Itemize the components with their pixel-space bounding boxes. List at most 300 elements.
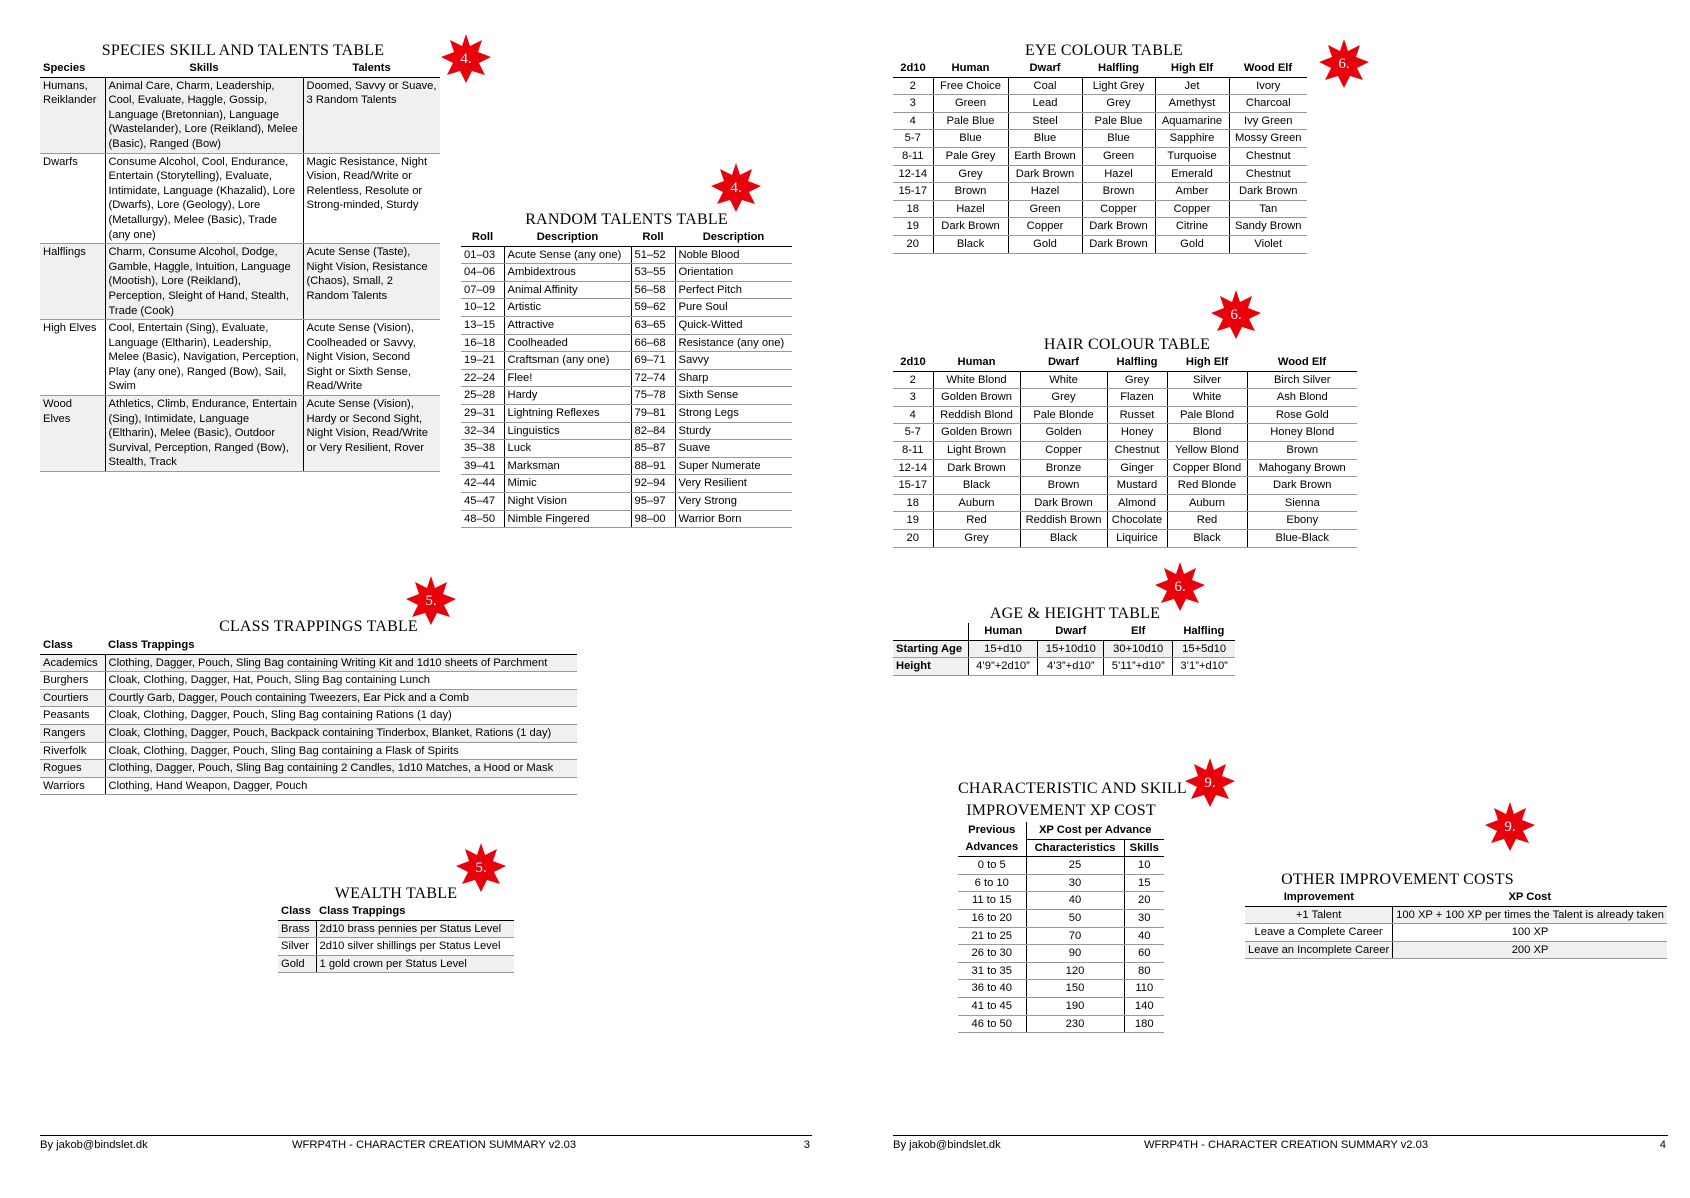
dice-cell: 5-7 <box>893 130 933 148</box>
table-row <box>893 459 1357 477</box>
species-name-cell: Wood Elves <box>40 396 105 472</box>
high-elf-col-header: High Elf <box>1155 60 1229 77</box>
description-cell: Orientation <box>675 264 792 282</box>
table-row <box>461 299 792 317</box>
trappings-cell: Clothing, Hand Weapon, Dagger, Pouch <box>105 777 577 795</box>
class-trappings-body <box>40 654 577 795</box>
advances-cell: 26 to 30 <box>958 945 1026 963</box>
talents-cell: Doomed, Savvy or Suave, 3 Random Talents <box>303 77 440 153</box>
hair-colour-body <box>893 371 1357 547</box>
wood-elf-cell: Mossy Green <box>1229 130 1307 148</box>
xp-cost-title: CHARACTERISTIC AND SKILL <box>958 780 1187 797</box>
age-height-title: AGE & HEIGHT TABLE <box>989 605 1161 622</box>
description-cell: Artistic <box>504 299 631 317</box>
advances-cell: 46 to 50 <box>958 1015 1026 1033</box>
wood-elf-cell: Charcoal <box>1229 95 1307 113</box>
high-elf-cell: Red Blonde <box>1167 477 1247 495</box>
wood-elf-cell: Mahogany Brown <box>1247 459 1357 477</box>
dwarf-cell: Pale Blonde <box>1020 406 1107 424</box>
halfling-cell: Hazel <box>1082 165 1155 183</box>
halfling-cell: Grey <box>1107 371 1167 389</box>
table-row <box>461 334 792 352</box>
dice-cell: 3 <box>893 95 933 113</box>
class-name-cell: Gold <box>278 955 316 973</box>
halfling-cell: Dark Brown <box>1082 235 1155 253</box>
class-name-cell: Warriors <box>40 777 105 795</box>
table-row <box>461 352 792 370</box>
table-row <box>958 962 1164 980</box>
table-row <box>278 920 514 938</box>
advances-cell: 0 to 5 <box>958 857 1026 875</box>
skills-cell: Animal Care, Charm, Leadership, Cool, Evaluate, Haggle, Gossip, Language (Bretonnian), Language (Wastelander), Lore (Reikland), Melee (Basic), Ranged (Bow) <box>105 77 303 153</box>
halfling-cell: Blue <box>1082 130 1155 148</box>
trappings-cell: Courtly Garb, Dagger, Pouch containing Tweezers, Ear Pick and a Comb <box>105 689 577 707</box>
description-cell: Nimble Fingered <box>504 510 631 528</box>
skills-cell: 20 <box>1124 892 1164 910</box>
high-elf-cell: Yellow Blond <box>1167 441 1247 459</box>
advances-cell: 11 to 15 <box>958 892 1026 910</box>
halfling-col-header: Halfling <box>1082 60 1155 77</box>
table-row <box>893 640 1235 658</box>
table-row <box>40 320 440 396</box>
high-elf-cell: Copper Blond <box>1167 459 1247 477</box>
human-cell: Grey <box>933 529 1020 547</box>
trappings-cell: Clothing, Dagger, Pouch, Sling Bag containing Writing Kit and 1d10 sheets of Parchment <box>105 654 577 672</box>
human-col-header: Human <box>933 60 1008 77</box>
skills-cell: 15 <box>1124 874 1164 892</box>
dwarf-cell: Dark Brown <box>1008 165 1082 183</box>
section-badge: 9. <box>1483 800 1537 854</box>
random-talents-table <box>461 229 792 528</box>
high-elf-cell: Emerald <box>1155 165 1229 183</box>
species-name-cell: High Elves <box>40 320 105 396</box>
dwarf-cell: Lead <box>1008 95 1082 113</box>
xp-cost-cell: 200 XP <box>1393 941 1667 959</box>
halfling-col-header: Halfling <box>1107 354 1167 371</box>
random-talents-title: RANDOM TALENTS TABLE <box>525 211 728 228</box>
table-row <box>893 658 1235 676</box>
human-col-header: Human <box>933 354 1020 371</box>
roll-cell: 51–52 <box>631 246 675 264</box>
human-cell: Black <box>933 477 1020 495</box>
hair-colour-block <box>893 335 1357 548</box>
dwarf-cell: Hazel <box>1008 183 1082 201</box>
halfling-col-header: Halfling <box>1173 623 1235 640</box>
dice-cell: 8-11 <box>893 441 933 459</box>
dwarf-cell: Dark Brown <box>1020 494 1107 512</box>
dice-cell: 12-14 <box>893 165 933 183</box>
table-row <box>461 422 792 440</box>
row-label: Starting Age <box>893 640 968 658</box>
table-row <box>40 760 577 778</box>
skills-cell: 60 <box>1124 945 1164 963</box>
high-elf-cell: Silver <box>1167 371 1247 389</box>
roll-cell: 22–24 <box>461 369 504 387</box>
wood-elf-cell: Violet <box>1229 235 1307 253</box>
roll-cell: 82–84 <box>631 422 675 440</box>
xp-cost-table <box>958 822 1164 1033</box>
skills-cell: 110 <box>1124 980 1164 998</box>
description-cell: Savvy <box>675 352 792 370</box>
table-row <box>461 387 792 405</box>
class-trappings-title: CLASS TRAPPINGS TABLE <box>219 618 418 635</box>
table-row <box>1245 906 1667 924</box>
halfling-cell: Grey <box>1082 95 1155 113</box>
table-row <box>893 218 1307 236</box>
species-table-block <box>40 41 440 472</box>
human-cell: Golden Brown <box>933 389 1020 407</box>
description-cell: Luck <box>504 440 631 458</box>
table-row <box>40 77 440 153</box>
dice-cell: 18 <box>893 200 933 218</box>
table-row <box>40 707 577 725</box>
species-table <box>40 60 440 472</box>
class-name-cell: Peasants <box>40 707 105 725</box>
characteristics-cell: 30 <box>1026 874 1124 892</box>
table-row <box>958 857 1164 875</box>
section-badge: 6. <box>1153 560 1207 614</box>
xp-cost-cell: 100 XP + 100 XP per times the Talent is already taken <box>1393 906 1667 924</box>
dice-cell: 8-11 <box>893 147 933 165</box>
halfling-cell: Honey <box>1107 424 1167 442</box>
roll-cell: 10–12 <box>461 299 504 317</box>
dice-col-header: 2d10 <box>893 354 933 371</box>
class-name-cell: Silver <box>278 938 316 956</box>
trappings-col-header: Class Trappings <box>316 903 514 920</box>
halfling-cell: Russet <box>1107 406 1167 424</box>
roll-cell: 16–18 <box>461 334 504 352</box>
wood-elf-cell: Birch Silver <box>1247 371 1357 389</box>
talents-cell: Acute Sense (Taste), Night Vision, Resistance (Chaos), Small, 2 Random Talents <box>303 244 440 320</box>
table-row <box>40 153 440 244</box>
high-elf-cell: White <box>1167 389 1247 407</box>
wood-elf-col-header: Wood Elf <box>1229 60 1307 77</box>
age-height-body <box>893 640 1235 675</box>
wood-elf-cell: Chestnut <box>1229 147 1307 165</box>
advances-cell: 16 to 20 <box>958 909 1026 927</box>
table-row <box>40 244 440 320</box>
improvement-cell: Leave an Incomplete Career <box>1245 941 1393 959</box>
roll-cell: 92–94 <box>631 475 675 493</box>
table-row <box>461 404 792 422</box>
high-elf-cell: Amber <box>1155 183 1229 201</box>
table-row <box>461 457 792 475</box>
species-col-header: Species <box>40 60 105 77</box>
roll-cell: 29–31 <box>461 404 504 422</box>
human-cell: Dark Brown <box>933 218 1008 236</box>
dwarf-col-header: Dwarf <box>1038 623 1104 640</box>
class-col-header: Class <box>278 903 316 920</box>
advances-cell: 36 to 40 <box>958 980 1026 998</box>
table-row <box>461 440 792 458</box>
elf-col-header: Elf <box>1104 623 1173 640</box>
trappings-cell: Cloak, Clothing, Dagger, Pouch, Sling Bag containing Rations (1 day) <box>105 707 577 725</box>
description-cell: Coolheaded <box>504 334 631 352</box>
roll-cell: 32–34 <box>461 422 504 440</box>
characteristics-cell: 25 <box>1026 857 1124 875</box>
dwarf-cell: Copper <box>1008 218 1082 236</box>
halfling-cell: Flazen <box>1107 389 1167 407</box>
dice-cell: 5-7 <box>893 424 933 442</box>
dice-cell: 4 <box>893 112 933 130</box>
human-cell: Black <box>933 235 1008 253</box>
human-cell: Grey <box>933 165 1008 183</box>
halfling-cell: Green <box>1082 147 1155 165</box>
section-badge: 9. <box>1183 756 1237 810</box>
high-elf-cell: Red <box>1167 512 1247 530</box>
table-row <box>958 927 1164 945</box>
human-cell: Hazel <box>933 200 1008 218</box>
trappings-cell: Cloak, Clothing, Dagger, Hat, Pouch, Sling Bag containing Lunch <box>105 672 577 690</box>
roll-cell: 63–65 <box>631 316 675 334</box>
table-row <box>893 477 1357 495</box>
footer-page-number: 3 <box>803 1139 810 1151</box>
dice-cell: 20 <box>893 529 933 547</box>
description-cell: Hardy <box>504 387 631 405</box>
table-row <box>958 874 1164 892</box>
roll-cell: 79–81 <box>631 404 675 422</box>
table-row <box>40 396 440 472</box>
table-row <box>40 689 577 707</box>
section-badge: 6. <box>1209 288 1263 342</box>
halfling-cell: Almond <box>1107 494 1167 512</box>
description-cell: Strong Legs <box>675 404 792 422</box>
class-col-header: Class <box>40 637 105 654</box>
wood-elf-cell: Ivory <box>1229 77 1307 95</box>
table-row <box>958 980 1164 998</box>
class-trappings-block <box>40 617 577 795</box>
roll-cell: 19–21 <box>461 352 504 370</box>
high-elf-cell: Copper <box>1155 200 1229 218</box>
xp-cost-body <box>958 857 1164 1033</box>
wood-elf-cell: Chestnut <box>1229 165 1307 183</box>
high-elf-cell: Jet <box>1155 77 1229 95</box>
table-row <box>461 264 792 282</box>
value-cell: 15+10d10 <box>1038 640 1104 658</box>
human-cell: Green <box>933 95 1008 113</box>
species-name-cell: Humans, Reiklander <box>40 77 105 153</box>
wood-elf-cell: Ivy Green <box>1229 112 1307 130</box>
table-row <box>958 997 1164 1015</box>
table-row <box>278 938 514 956</box>
table-row <box>893 130 1307 148</box>
table-row <box>893 112 1307 130</box>
description-cell: Attractive <box>504 316 631 334</box>
description-cell: Warrior Born <box>675 510 792 528</box>
dice-col-header: 2d10 <box>893 60 933 77</box>
value-cell: 3’1”+d10” <box>1173 658 1235 676</box>
description-cell: Ambidextrous <box>504 264 631 282</box>
other-improvement-title: OTHER IMPROVEMENT COSTS <box>1281 871 1514 888</box>
halfling-cell: Mustard <box>1107 477 1167 495</box>
wood-elf-cell: Ebony <box>1247 512 1357 530</box>
wood-elf-col-header: Wood Elf <box>1247 354 1357 371</box>
talents-cell: Magic Resistance, Night Vision, Read/Write or Relentless, Resolute or Strong-minded, Sturdy <box>303 153 440 244</box>
description-cell: Resistance (any one) <box>675 334 792 352</box>
wood-elf-cell: Sandy Brown <box>1229 218 1307 236</box>
table-row <box>893 512 1357 530</box>
table-row <box>893 235 1307 253</box>
species-name-cell: Halflings <box>40 244 105 320</box>
table-row <box>893 95 1307 113</box>
table-row <box>958 909 1164 927</box>
human-cell: Pale Blue <box>933 112 1008 130</box>
wood-elf-cell: Dark Brown <box>1247 477 1357 495</box>
skills-cell: 10 <box>1124 857 1164 875</box>
roll-cell: 75–78 <box>631 387 675 405</box>
human-cell: Red <box>933 512 1020 530</box>
description-cell: Sturdy <box>675 422 792 440</box>
footer-doc-title: WFRP4TH - CHARACTER CREATION SUMMARY v2.03 <box>292 1139 577 1151</box>
dice-cell: 19 <box>893 512 933 530</box>
human-cell: Dark Brown <box>933 459 1020 477</box>
table-row <box>893 77 1307 95</box>
skills-cell: Cool, Entertain (Sing), Evaluate, Language (Eltharin), Leadership, Melee (Basic), Navigation, Perception, Play (any one), Ranged (Bow), Sail, Swim <box>105 320 303 396</box>
high-elf-cell: Aquamarine <box>1155 112 1229 130</box>
page-footer-left <box>40 1135 812 1151</box>
skills-cell: 30 <box>1124 909 1164 927</box>
skills-header: Skills <box>1124 839 1164 857</box>
age-corner-header <box>893 623 968 640</box>
dwarf-cell: Copper <box>1020 441 1107 459</box>
table-row <box>893 200 1307 218</box>
class-name-cell: Brass <box>278 920 316 938</box>
skills-cell: Charm, Consume Alcohol, Dodge, Gamble, Haggle, Intuition, Language (Mootish), Lore (Reikland), Perception, Sleight of Hand, Stealth, Trade (Cook) <box>105 244 303 320</box>
roll-cell: 35–38 <box>461 440 504 458</box>
talents-cell: Acute Sense (Vision), Hardy or Second Sight, Night Vision, Read/Write or Very Resilient, Rover <box>303 396 440 472</box>
table-row <box>1245 924 1667 942</box>
dice-cell: 2 <box>893 371 933 389</box>
description-cell: Night Vision <box>504 492 631 510</box>
human-cell: Blue <box>933 130 1008 148</box>
table-row <box>461 246 792 264</box>
class-name-cell: Academics <box>40 654 105 672</box>
section-badge: 5. <box>454 841 508 895</box>
xp-col-header: XP Cost <box>1393 889 1667 906</box>
high-elf-col-header: High Elf <box>1167 354 1247 371</box>
human-cell: Reddish Blond <box>933 406 1020 424</box>
table-row <box>893 371 1357 389</box>
trappings-cell: Clothing, Dagger, Pouch, Sling Bag containing 2 Candles, 1d10 Matches, a Hood or Mask <box>105 760 577 778</box>
table-row <box>461 281 792 299</box>
dwarf-cell: Earth Brown <box>1008 147 1082 165</box>
roll-cell: 53–55 <box>631 264 675 282</box>
dwarf-cell: Grey <box>1020 389 1107 407</box>
improvement-col-header: Improvement <box>1245 889 1393 906</box>
xp-cost-cell: 100 XP <box>1393 924 1667 942</box>
dwarf-col-header: Dwarf <box>1020 354 1107 371</box>
species-name-cell: Dwarfs <box>40 153 105 244</box>
dwarf-cell: Blue <box>1008 130 1082 148</box>
dice-cell: 12-14 <box>893 459 933 477</box>
wood-elf-cell: Blue-Black <box>1247 529 1357 547</box>
other-improvement-body <box>1245 906 1667 959</box>
dice-cell: 2 <box>893 77 933 95</box>
dwarf-cell: Steel <box>1008 112 1082 130</box>
footer-doc-title: WFRP4TH - CHARACTER CREATION SUMMARY v2.03 <box>1144 1139 1429 1151</box>
value-cell: 15+d10 <box>968 640 1038 658</box>
characteristics-cell: 50 <box>1026 909 1124 927</box>
roll-cell: 25–28 <box>461 387 504 405</box>
other-improvement-block <box>1245 870 1664 959</box>
wealth-block <box>278 884 514 973</box>
description-cell: Sharp <box>675 369 792 387</box>
class-name-cell: Burghers <box>40 672 105 690</box>
trappings-cell: 2d10 silver shillings per Status Level <box>316 938 514 956</box>
xp-group-header: XP Cost per Advance <box>1026 822 1164 839</box>
footer-page-number: 4 <box>1659 1139 1666 1151</box>
table-row <box>893 441 1357 459</box>
halfling-cell: Dark Brown <box>1082 218 1155 236</box>
dice-cell: 20 <box>893 235 933 253</box>
table-row <box>893 389 1357 407</box>
description-cell: Linguistics <box>504 422 631 440</box>
halfling-cell: Pale Blue <box>1082 112 1155 130</box>
high-elf-cell: Blond <box>1167 424 1247 442</box>
wood-elf-cell: Tan <box>1229 200 1307 218</box>
table-row <box>893 494 1357 512</box>
random-talents-block <box>461 210 792 528</box>
high-elf-cell: Auburn <box>1167 494 1247 512</box>
hair-colour-title: HAIR COLOUR TABLE <box>1043 336 1211 353</box>
advances-cell: 6 to 10 <box>958 874 1026 892</box>
wood-elf-cell: Sienna <box>1247 494 1357 512</box>
trappings-col-header: Class Trappings <box>105 637 577 654</box>
skills-cell: 40 <box>1124 927 1164 945</box>
roll-cell: 42–44 <box>461 475 504 493</box>
human-cell: White Blond <box>933 371 1020 389</box>
footer-author: By jakob@bindslet.dk <box>893 1139 1001 1151</box>
skills-cell: Consume Alcohol, Cool, Endurance, Entertain (Storytelling), Evaluate, Intimidate, Language (Khazalid), Lore (Dwarfs), Lore (Geology), Lore (Metallurgy), Melee (Basic), Trade (any one) <box>105 153 303 244</box>
table-row <box>893 147 1307 165</box>
skills-col-header: Skills <box>105 60 303 77</box>
wealth-table-body <box>278 920 514 973</box>
description-cell: Super Numerate <box>675 457 792 475</box>
table-row <box>958 945 1164 963</box>
improvement-cell: Leave a Complete Career <box>1245 924 1393 942</box>
roll-cell: 98–00 <box>631 510 675 528</box>
eye-colour-title: EYE COLOUR TABLE <box>1024 42 1184 59</box>
skills-cell: 80 <box>1124 962 1164 980</box>
dwarf-cell: Reddish Brown <box>1020 512 1107 530</box>
characteristics-cell: 90 <box>1026 945 1124 963</box>
table-row <box>40 654 577 672</box>
description-cell: Perfect Pitch <box>675 281 792 299</box>
table-row <box>461 316 792 334</box>
random-talents-body <box>461 246 792 528</box>
wood-elf-cell: Honey Blond <box>1247 424 1357 442</box>
table-row <box>893 165 1307 183</box>
halfling-cell: Ginger <box>1107 459 1167 477</box>
halfling-cell: Light Grey <box>1082 77 1155 95</box>
class-name-cell: Riverfolk <box>40 742 105 760</box>
dwarf-cell: Golden <box>1020 424 1107 442</box>
value-cell: 4’3”+d10” <box>1038 658 1104 676</box>
advances-cell: 21 to 25 <box>958 927 1026 945</box>
class-name-cell: Rogues <box>40 760 105 778</box>
page-footer-right <box>893 1135 1668 1151</box>
table-row <box>958 1015 1164 1033</box>
age-height-table <box>893 623 1235 676</box>
species-table-body <box>40 77 440 471</box>
halfling-cell: Liquirice <box>1107 529 1167 547</box>
roll-col-header: Roll <box>631 229 675 246</box>
xp-cost-subtitle: IMPROVEMENT XP COST <box>966 802 1156 819</box>
roll-cell: 39–41 <box>461 457 504 475</box>
roll-cell: 88–91 <box>631 457 675 475</box>
wood-elf-cell: Brown <box>1247 441 1357 459</box>
value-cell: 15+5d10 <box>1173 640 1235 658</box>
